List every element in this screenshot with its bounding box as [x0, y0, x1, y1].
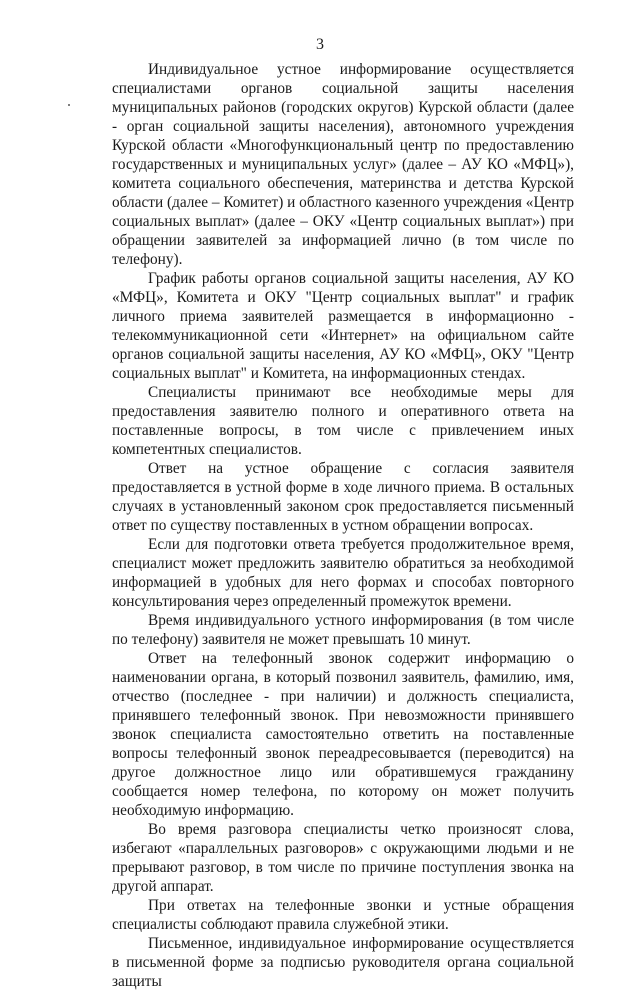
- paragraph-conversation-conduct: Во время разговора специалисты четко произносят слова, избегают «параллельных разговоров» с окружающими людьми и не прерывают разговор, в том числе по причине поступления звонка на другой аппарат.: [112, 821, 574, 895]
- paragraph-individual-oral-informing: Индивидуальное устное информирование осуществляется специалистами органов социальной защиты населения муниципальных районов (городских округов) Курской области (далее - орган социальной защиты населения), автономного учреждения Курской области «Многофункциональный центр по предоставлению государственных и муниципальных услуг» (далее – АУ КО «МФЦ»), комитета социального обеспечения, материнства и детства Курской области (далее – Комитет) и областного казенного учреждения «Центр социальных выплат» (далее – ОКУ «Центр социальных выплат») при обращении заявителей за информацией лично (в том числе по телефону).: [112, 61, 574, 268]
- paragraph-preparation-time: Если для подготовки ответа требуется продолжительное время, специалист может предложить заявителю обратиться за необходимой информацией в удобных для него формах и способах повторного консультирования через определенный промежуток времени.: [112, 536, 574, 610]
- paragraph-oral-response: Ответ на устное обращение с согласия заявителя предоставляется в устной форме в ходе личного приема. В остальных случаях в установленный законом срок предоставляется письменный ответ по существу поставленных в устном обращении вопросах.: [112, 460, 574, 534]
- document-body: [112, 60, 574, 991]
- paragraph-service-ethics: При ответах на телефонные звонки и устные обращения специалисты соблюдают правила служебной этики.: [112, 897, 574, 933]
- paragraph-phone-answer: Ответ на телефонный звонок содержит информацию о наименовании органа, в который позвонил заявитель, фамилию, имя, отчество (последнее - при наличии) и должность специалиста, принявшего телефонный звонок. При невозможности принявшего звонок специалиста самостоятельно ответить на поставленные вопросы телефонный звонок переадресовывается (переводится) на другое должностное лицо или обратившемуся гражданину сообщается номер телефона, по которому он может получить необходимую информацию.: [112, 650, 574, 819]
- paragraph-work-schedule: График работы органов социальной защиты населения, АУ КО «МФЦ», Комитета и ОКУ "Центр социальных выплат" и график личного приема заявителей размещается в информационно - телекоммуникационной сети «Интернет» на официальном сайте органов социальной защиты населения, АУ КО «МФЦ», ОКУ "Центр социальных выплат" и Комитета, на информационных стендах.: [112, 270, 574, 382]
- paragraph-written-informing: Письменное, индивидуальное информирование осуществляется в письменной форме за подписью руководителя органа социальной защиты: [112, 935, 574, 990]
- paragraph-specialists-measures: Специалисты принимают все необходимые меры для предоставления заявителю полного и оперативного ответа на поставленные вопросы, в том числе с привлечением иных компетентных специалистов.: [112, 384, 574, 458]
- margin-mark: [68, 104, 70, 106]
- paragraph-time-limit: Время индивидуального устного информирования (в том числе по телефону) заявителя не может превышать 10 минут.: [112, 612, 574, 648]
- page-number: 3: [316, 36, 324, 53]
